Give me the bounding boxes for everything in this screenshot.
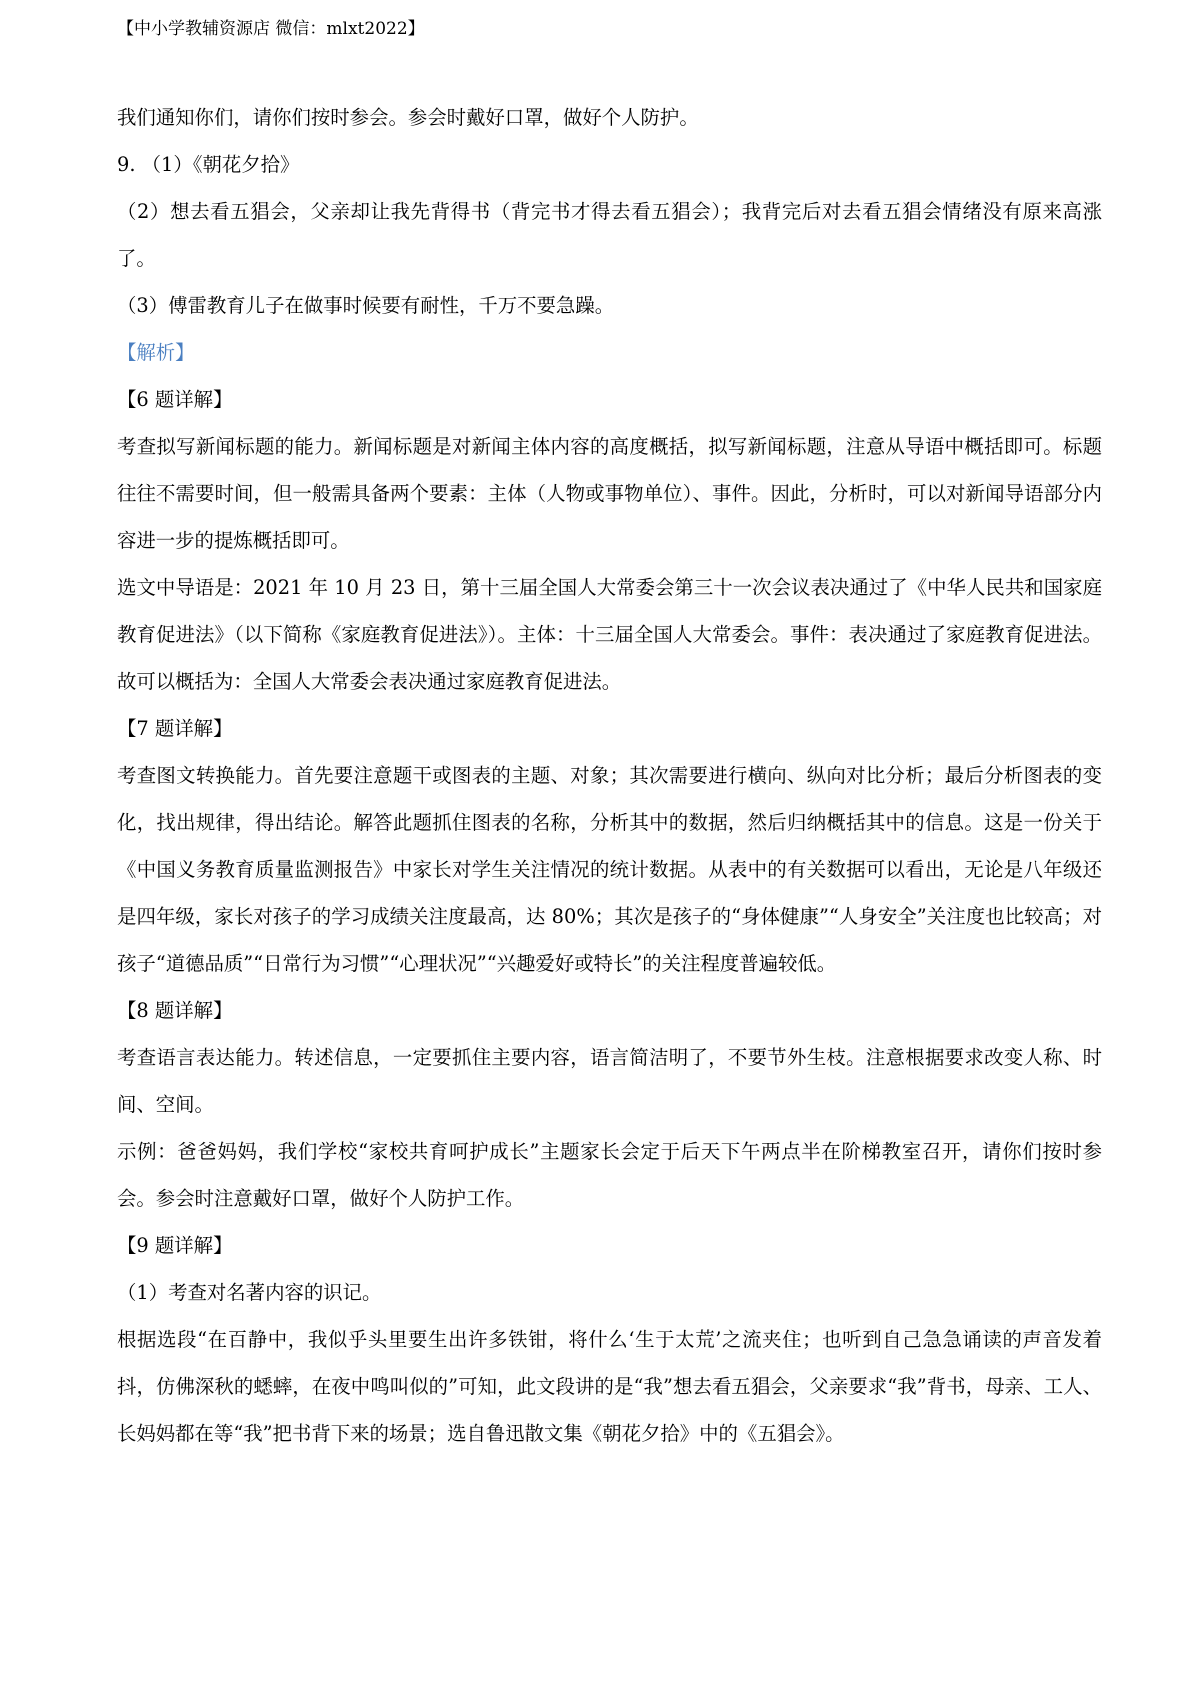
page-header: 【中小学教辅资源店 微信：mlxt2022】	[117, 19, 425, 39]
analysis-label: 【解析】	[117, 341, 195, 364]
document-body	[117, 94, 1102, 1457]
q6-paragraph: 选文中导语是：2021 年 10 月 23 日，第十三届全国人大常委会第三十一次会议表决通过了《中华人民共和国家庭教育促进法》（以下简称《家庭教育促进法》）。主体：十三届全国人大常委会。事件：表决通过了家庭教育促进法。故可以概括为：全国人大常委会表决通过家庭教育促进法。	[117, 576, 1102, 693]
answer-line: 9. （1）《朝花夕拾》	[117, 153, 300, 176]
q9-heading: 【9 题详解】	[117, 1234, 233, 1257]
q7-heading: 【7 题详解】	[117, 717, 233, 740]
q9-paragraph: （1）考查对名著内容的识记。	[117, 1281, 382, 1304]
q7-paragraph: 考查图文转换能力。首先要注意题干或图表的主题、对象；其次需要进行横向、纵向对比分析；最后分析图表的变化，找出规律，得出结论。解答此题抓住图表的名称，分析其中的数据，然后归纳概括其中的信息。这是一份关于《中国义务教育质量监测报告》中家长对学生关注情况的统计数据。从表中的有关数据可以看出，无论是八年级还是四年级，家长对孩子的学习成绩关注度最高，达 80%；其次是孩子的“身体健康”“人身安全”关注度也比较高；对孩子“道德品质”“日常行为习惯”“心理状况”“兴趣爱好或特长”的关注程度普遍较低。	[117, 764, 1102, 975]
q8-heading: 【8 题详解】	[117, 999, 233, 1022]
answer-line: （2）想去看五猖会，父亲却让我先背得书（背完书才得去看五猖会）；我背完后对去看五猖会情绪没有原来高涨了。	[117, 200, 1102, 270]
q8-paragraph: 考查语言表达能力。转述信息，一定要抓住主要内容，语言简洁明了，不要节外生枝。注意根据要求改变人称、时间、空间。	[117, 1046, 1102, 1116]
q8-paragraph: 示例：爸爸妈妈，我们学校“家校共育呵护成长”主题家长会定于后天下午两点半在阶梯教室召开，请你们按时参会。参会时注意戴好口罩，做好个人防护工作。	[117, 1140, 1102, 1210]
q6-heading: 【6 题详解】	[117, 388, 233, 411]
q6-paragraph: 考查拟写新闻标题的能力。新闻标题是对新闻主体内容的高度概括，拟写新闻标题，注意从导语中概括即可。标题往往不需要时间，但一般需具备两个要素：主体（人物或事物单位）、事件。因此，分析时，可以对新闻导语部分内容进一步的提炼概括即可。	[117, 435, 1102, 552]
q9-paragraph: 根据选段“在百静中，我似乎头里要生出许多铁钳，将什么‘生于太荒’之流夹住；也听到自己急急诵读的声音发着抖，仿佛深秋的蟋蟀，在夜中鸣叫似的”可知，此文段讲的是“我”想去看五猖会，父亲要求“我”背书，母亲、工人、长妈妈都在等“我”把书背下来的场景；选自鲁迅散文集《朝花夕拾》中的《五猖会》。	[117, 1328, 1102, 1445]
answer-line: （3）傅雷教育儿子在做事时候要有耐性，千万不要急躁。	[117, 294, 615, 317]
answer-line: 我们通知你们，请你们按时参会。参会时戴好口罩，做好个人防护。	[117, 106, 699, 129]
